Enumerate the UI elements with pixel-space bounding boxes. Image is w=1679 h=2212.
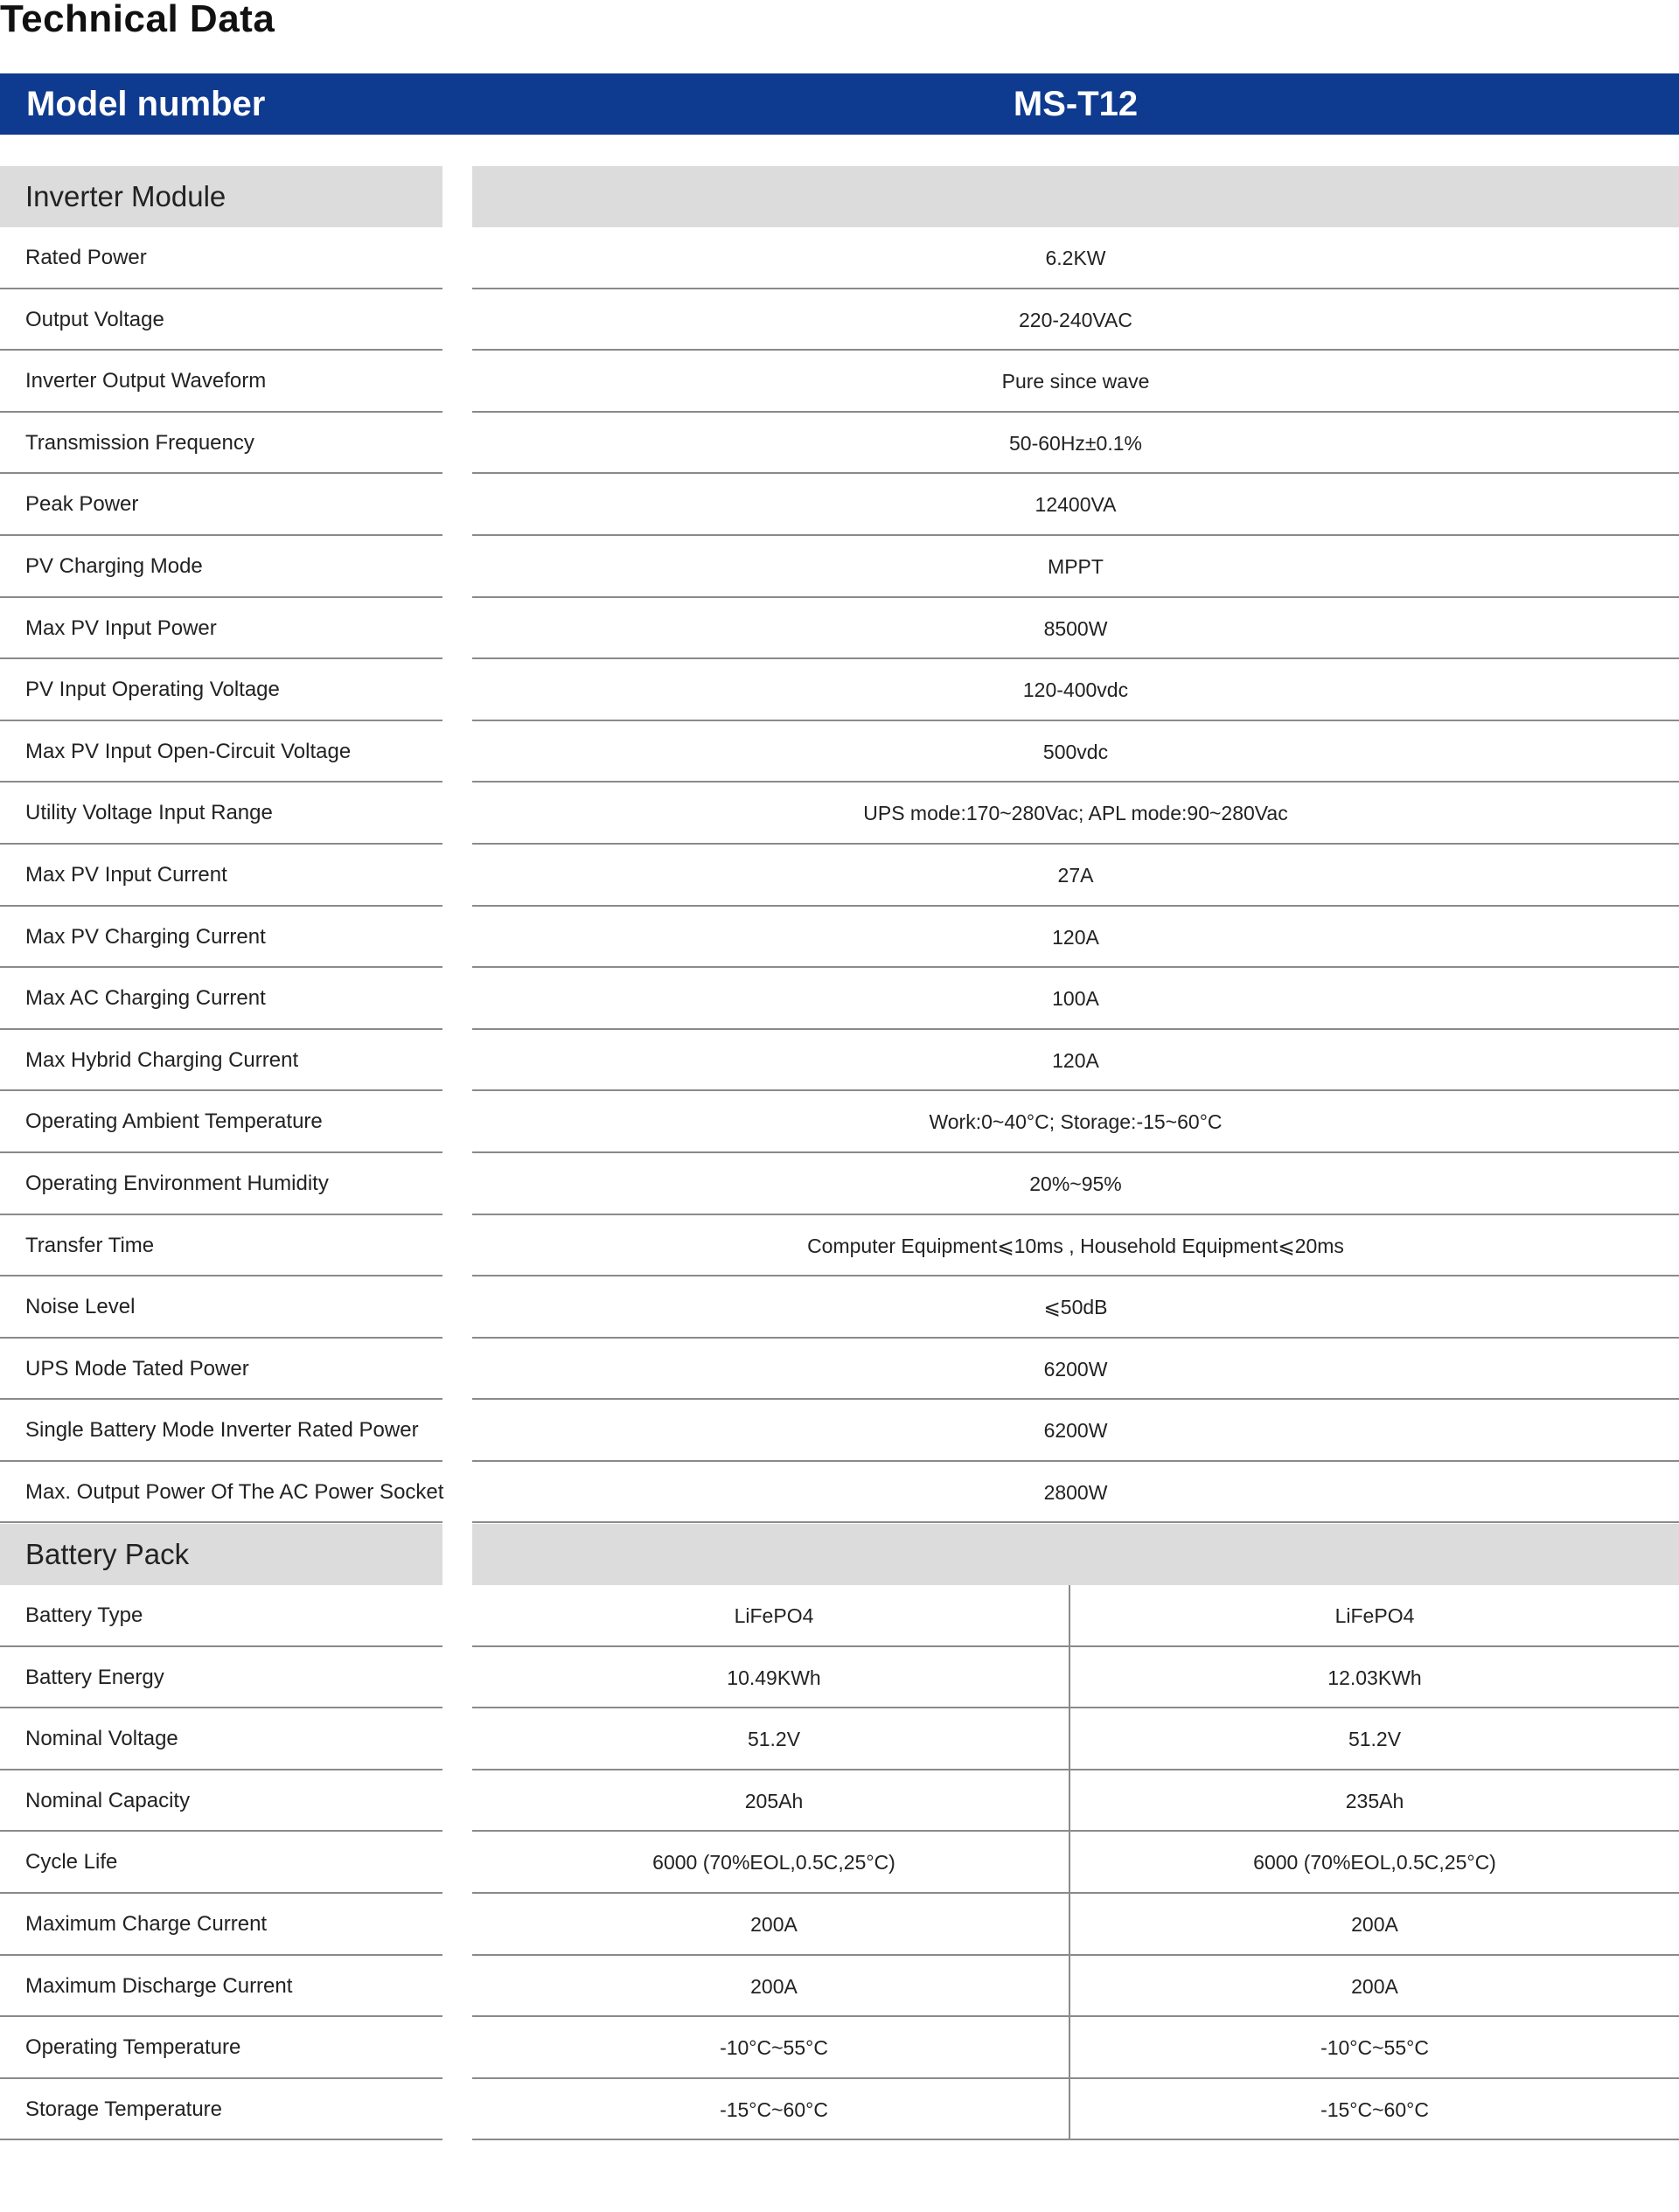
spec-label: UPS Mode Tated Power [0, 1339, 442, 1401]
spec-row [0, 1585, 1679, 1647]
spec-value: 6.2KW [472, 227, 1679, 289]
battery-pack-section [0, 1524, 1679, 2140]
spec-row [0, 1215, 1679, 1277]
spec-value-option-2: 12.03KWh [1069, 1647, 1679, 1709]
spec-value: 50-60Hz±0.1% [472, 413, 1679, 475]
spec-value: 6200W [472, 1400, 1679, 1462]
spec-label: Maximum Charge Current [0, 1894, 442, 1956]
spec-value-option-2: -10°C~55°C [1069, 2017, 1679, 2079]
spec-value: 20%~95% [472, 1153, 1679, 1215]
spec-value: ⩽50dB [472, 1276, 1679, 1339]
spec-value: 27A [472, 845, 1679, 907]
spec-value-option-1: 200A [472, 1956, 1076, 2018]
spec-row [0, 659, 1679, 721]
spec-label: Cycle Life [0, 1832, 442, 1894]
section-header-fill [472, 166, 1679, 227]
spec-row [0, 227, 1679, 289]
spec-value-option-2: -15°C~60°C [1069, 2079, 1679, 2141]
spec-row [0, 351, 1679, 413]
spec-value: 12400VA [472, 474, 1679, 536]
spec-row [0, 598, 1679, 660]
spec-row [0, 1153, 1679, 1215]
spec-row [0, 1832, 1679, 1894]
spec-value: MPPT [472, 536, 1679, 598]
spec-value-option-1: 200A [472, 1894, 1076, 1956]
spec-label: Operating Temperature [0, 2017, 442, 2079]
section-header-fill [472, 1524, 1679, 1585]
spec-value-option-1: 205Ah [472, 1770, 1076, 1833]
model-number-header [0, 73, 1679, 135]
inverter-module-title: Inverter Module [0, 166, 442, 227]
spec-value: 100A [472, 968, 1679, 1030]
battery-pack-header [0, 1524, 1679, 1585]
spec-value-option-1: 51.2V [472, 1708, 1076, 1770]
spec-value: Computer Equipment⩽10ms , Household Equipment⩽20ms [472, 1215, 1679, 1277]
spec-value-option-1: -15°C~60°C [472, 2079, 1076, 2141]
spec-label: Max PV Input Current [0, 845, 442, 907]
spec-value-option-2: 235Ah [1069, 1770, 1679, 1833]
model-number-label: Model number [26, 85, 266, 123]
battery-pack-title: Battery Pack [0, 1524, 442, 1585]
spec-row [0, 1400, 1679, 1462]
spec-label: Maximum Discharge Current [0, 1956, 442, 2018]
spec-label: Operating Ambient Temperature [0, 1091, 442, 1153]
spec-row [0, 413, 1679, 475]
inverter-module-header [0, 166, 1679, 227]
spec-row [0, 2017, 1679, 2079]
spec-label: Single Battery Mode Inverter Rated Power [0, 1400, 442, 1462]
spec-row [0, 721, 1679, 783]
spec-value: 2800W [472, 1462, 1679, 1524]
spec-value: 8500W [472, 598, 1679, 660]
spec-row [0, 1894, 1679, 1956]
spec-row [0, 1030, 1679, 1092]
spec-value: 220-240VAC [472, 289, 1679, 351]
spec-value-option-2: 6000 (70%EOL,0.5C,25°C) [1069, 1832, 1679, 1894]
spec-value: 120A [472, 907, 1679, 969]
spec-label: Utility Voltage Input Range [0, 783, 442, 845]
spec-row [0, 289, 1679, 351]
spec-label: Max AC Charging Current [0, 968, 442, 1030]
spec-label: Transfer Time [0, 1215, 442, 1277]
spec-row [0, 1770, 1679, 1833]
model-number-value: MS-T12 [1013, 85, 1139, 123]
spec-value: Pure since wave [472, 351, 1679, 413]
spec-label: Max. Output Power Of The AC Power Socket [0, 1462, 442, 1524]
spec-label: Storage Temperature [0, 2079, 442, 2141]
spec-value: UPS mode:170~280Vac; APL mode:90~280Vac [472, 783, 1679, 845]
spec-row [0, 474, 1679, 536]
spec-label: Inverter Output Waveform [0, 351, 442, 413]
spec-row [0, 1462, 1679, 1524]
spec-row [0, 1276, 1679, 1339]
spec-value-option-2: 200A [1069, 1894, 1679, 1956]
spec-value: 120A [472, 1030, 1679, 1092]
spec-label: PV Input Operating Voltage [0, 659, 442, 721]
spec-label: Battery Type [0, 1585, 442, 1647]
spec-value-option-1: 10.49KWh [472, 1647, 1076, 1709]
spec-value-option-2: 51.2V [1069, 1708, 1679, 1770]
spec-label: Max PV Input Power [0, 598, 442, 660]
spec-row [0, 1647, 1679, 1709]
spec-label: PV Charging Mode [0, 536, 442, 598]
inverter-module-section [0, 166, 1679, 1523]
spec-row [0, 2079, 1679, 2141]
spec-row [0, 845, 1679, 907]
spec-label: Peak Power [0, 474, 442, 536]
spec-row [0, 783, 1679, 845]
spec-label: Nominal Voltage [0, 1708, 442, 1770]
spec-value: Work:0~40°C; Storage:-15~60°C [472, 1091, 1679, 1153]
spec-row [0, 1091, 1679, 1153]
spec-label: Rated Power [0, 227, 442, 289]
spec-label: Operating Environment Humidity [0, 1153, 442, 1215]
spec-label: Max PV Charging Current [0, 907, 442, 969]
spec-value-option-1: -10°C~55°C [472, 2017, 1076, 2079]
spec-value-option-1: LiFePO4 [472, 1585, 1076, 1647]
spec-value: 120-400vdc [472, 659, 1679, 721]
spec-row [0, 907, 1679, 969]
page-title: Technical Data [0, 0, 275, 40]
spec-label: Transmission Frequency [0, 413, 442, 475]
spec-label: Max PV Input Open-Circuit Voltage [0, 721, 442, 783]
spec-label: Max Hybrid Charging Current [0, 1030, 442, 1092]
spec-label: Nominal Capacity [0, 1770, 442, 1833]
spec-row [0, 1956, 1679, 2018]
spec-label: Battery Energy [0, 1647, 442, 1709]
spec-row [0, 1339, 1679, 1401]
spec-label: Noise Level [0, 1276, 442, 1339]
spec-value: 500vdc [472, 721, 1679, 783]
spec-label: Output Voltage [0, 289, 442, 351]
spec-row [0, 536, 1679, 598]
spec-value-option-2: 200A [1069, 1956, 1679, 2018]
spec-value: 6200W [472, 1339, 1679, 1401]
spec-row [0, 968, 1679, 1030]
spec-value-option-2: LiFePO4 [1069, 1585, 1679, 1647]
spec-row [0, 1708, 1679, 1770]
spec-value-option-1: 6000 (70%EOL,0.5C,25°C) [472, 1832, 1076, 1894]
